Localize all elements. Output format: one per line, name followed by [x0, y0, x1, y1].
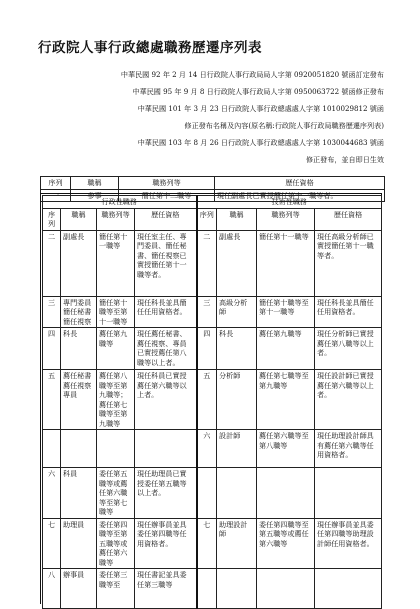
table-row	[43, 230, 382, 296]
table-row	[43, 468, 382, 519]
admin-title: 薦任秘書 薦任視察 專員	[61, 370, 97, 430]
tech-title: 分析師	[217, 370, 257, 430]
admin-title: 專門委員 簡任秘書 簡任視察	[61, 296, 97, 328]
table-row	[43, 569, 382, 609]
tech-qual: 現任分析師已實授薦任第八職等以上者。	[315, 328, 382, 370]
admin-qual: 現任薦任秘書、薦任視察、專員已實授薦任第八職等以上者。	[135, 328, 197, 370]
sub-header-title: 職稱	[217, 208, 257, 230]
group-admin: 行政性職務	[43, 196, 197, 209]
sub-header-grade: 職務列等	[97, 208, 135, 230]
admin-title: 副處長	[61, 230, 97, 296]
issuance-line-4: 修正發布名稱及內容(原名稱:行政院人事行政局職務歷遷序列表)	[184, 121, 384, 130]
admin-seq: 六	[43, 468, 61, 519]
tech-grade: 薦任第六職等至第八職等	[257, 430, 315, 468]
tech-grade: 簡任第十一職等	[257, 230, 315, 296]
tech-title	[217, 468, 257, 519]
tech-grade: 簡任第十職等至第十一職等	[257, 296, 315, 328]
admin-title: 辦事員	[61, 569, 97, 609]
tech-seq: 五	[197, 370, 217, 430]
admin-grade: 委任第三職等至	[97, 569, 135, 609]
admin-seq: 四	[43, 328, 61, 370]
admin-qual	[135, 430, 197, 468]
sub-header-qual: 歷任資格	[315, 208, 382, 230]
issuance-line-3: 中華民國 101 年 3 月 23 日行政院人事行政總處處人字第 1010029812 號函	[137, 104, 384, 113]
table-row	[43, 370, 382, 430]
table-row	[43, 328, 382, 370]
row-grade: 簡任第十二職等	[119, 189, 215, 202]
tech-title: 助理設計師	[217, 518, 257, 569]
tech-grade	[257, 468, 315, 519]
tech-seq: 四	[197, 328, 217, 370]
admin-qual: 現任書記並具委任第三職等	[135, 569, 197, 609]
admin-qual: 現任室主任、專門委員、簡任秘書、簡任視察已實授簡任第十一職等者。	[135, 230, 197, 296]
tech-title: 科長	[217, 328, 257, 370]
tech-grade: 委任第四職等至第五職等或薦任第六職等	[257, 518, 315, 569]
tech-seq: 三	[197, 296, 217, 328]
tech-qual: 現任設計師已實授薦任第六職等以上者。	[315, 370, 382, 430]
tech-qual: 現任助理設計師具有薦任第六職等任用資格者。	[315, 430, 382, 468]
admin-seq: 七	[43, 518, 61, 569]
admin-title: 助理員	[61, 518, 97, 569]
admin-grade: 簡任第十一職等	[97, 230, 135, 296]
admin-grade: 委任第四職等至第五職等或薦任第六職等	[97, 518, 135, 569]
table-row	[43, 518, 382, 569]
sub-header-grade: 職務列等	[257, 208, 315, 230]
sub-header-seq: 序列	[43, 208, 61, 230]
tech-seq	[197, 569, 217, 609]
tech-qual: 現任科長並具簡任任用資格者。	[315, 296, 382, 328]
admin-seq: 八	[43, 569, 61, 609]
tech-seq: 七	[197, 518, 217, 569]
tech-seq: 二	[197, 230, 217, 296]
admin-grade	[97, 430, 135, 468]
tech-qual: 現任高級分析師已實授簡任第十一職等者。	[315, 230, 382, 296]
admin-title: 科長	[61, 328, 97, 370]
tech-grade: 薦任第七職等至第九職等	[257, 370, 315, 430]
tech-title: 副處長	[217, 230, 257, 296]
table-row	[43, 430, 382, 468]
row-qual: 現任副處長已實授簡任第十一職等者。	[215, 189, 385, 202]
header-title: 職稱	[71, 177, 119, 190]
top-header-row	[41, 177, 385, 190]
admin-grade: 簡任第十職等至第十一職等	[97, 296, 135, 328]
admin-seq: 三	[43, 296, 61, 328]
sub-header-qual: 歷任資格	[135, 208, 197, 230]
row-seq: 一	[41, 189, 71, 202]
tech-title	[217, 569, 257, 609]
header-qual: 歷任資格	[215, 177, 385, 190]
tech-grade: 薦任第九職等	[257, 328, 315, 370]
tech-seq	[197, 468, 217, 519]
group-header-row	[43, 196, 382, 209]
group-tech: 技術性職務	[197, 196, 382, 209]
admin-title: 科員	[61, 468, 97, 519]
tech-qual	[315, 569, 382, 609]
tech-title: 高級分析師	[217, 296, 257, 328]
main-table	[42, 195, 382, 609]
tech-qual: 現任辦事員並具委任第四職等助理設計師任用資格者。	[315, 518, 382, 569]
tech-grade	[257, 569, 315, 609]
admin-qual: 現任科員已實授薦任第六職等以上者。	[135, 370, 197, 430]
admin-grade: 委任第五職等或薦任第六職等至第七職等	[97, 468, 135, 519]
tech-qual	[315, 468, 382, 519]
sub-header-row	[43, 208, 382, 230]
admin-qual: 現任科長並具簡任任用資格者。	[135, 296, 197, 328]
tech-seq: 六	[197, 430, 217, 468]
admin-qual: 現任助理員已實授委任第五職等以上者。	[135, 468, 197, 519]
admin-qual: 現任辦事員並具委任第四職等任用資格者。	[135, 518, 197, 569]
admin-grade: 薦任第八職等至第九職等；薦任第七職等至第九職等	[97, 370, 135, 430]
issuance-line-2: 中華民國 95 年 9 月 8 日行政院人事行政局人字第 0950063722 號函修正發布	[132, 87, 384, 96]
document-title: 行政院人事行政總處職務歷遷序列表	[38, 40, 262, 56]
row-title: 參事	[71, 189, 119, 202]
sub-header-seq: 序列	[197, 208, 217, 230]
header-grade: 職務列等	[119, 177, 215, 190]
admin-grade: 薦任第九職等	[97, 328, 135, 370]
table-row	[43, 296, 382, 328]
admin-seq: 五	[43, 370, 61, 430]
header-seq: 序列	[41, 177, 71, 190]
issuance-line-5: 中華民國 103 年 8 月 26 日行政院人事行政總處處人字第 1030044683 號函	[137, 138, 384, 147]
tech-title: 設計師	[217, 430, 257, 468]
issuance-line-6: 修正發布，並自即日生效	[305, 155, 384, 164]
admin-seq	[43, 430, 61, 468]
admin-title	[61, 430, 97, 468]
issuance-line-1: 中華民國 92 年 2 月 14 日行政院人事行政局局人字第 0920051820 號函訂定發布	[120, 70, 384, 79]
sub-header-title: 職稱	[61, 208, 97, 230]
admin-seq: 二	[43, 230, 61, 296]
